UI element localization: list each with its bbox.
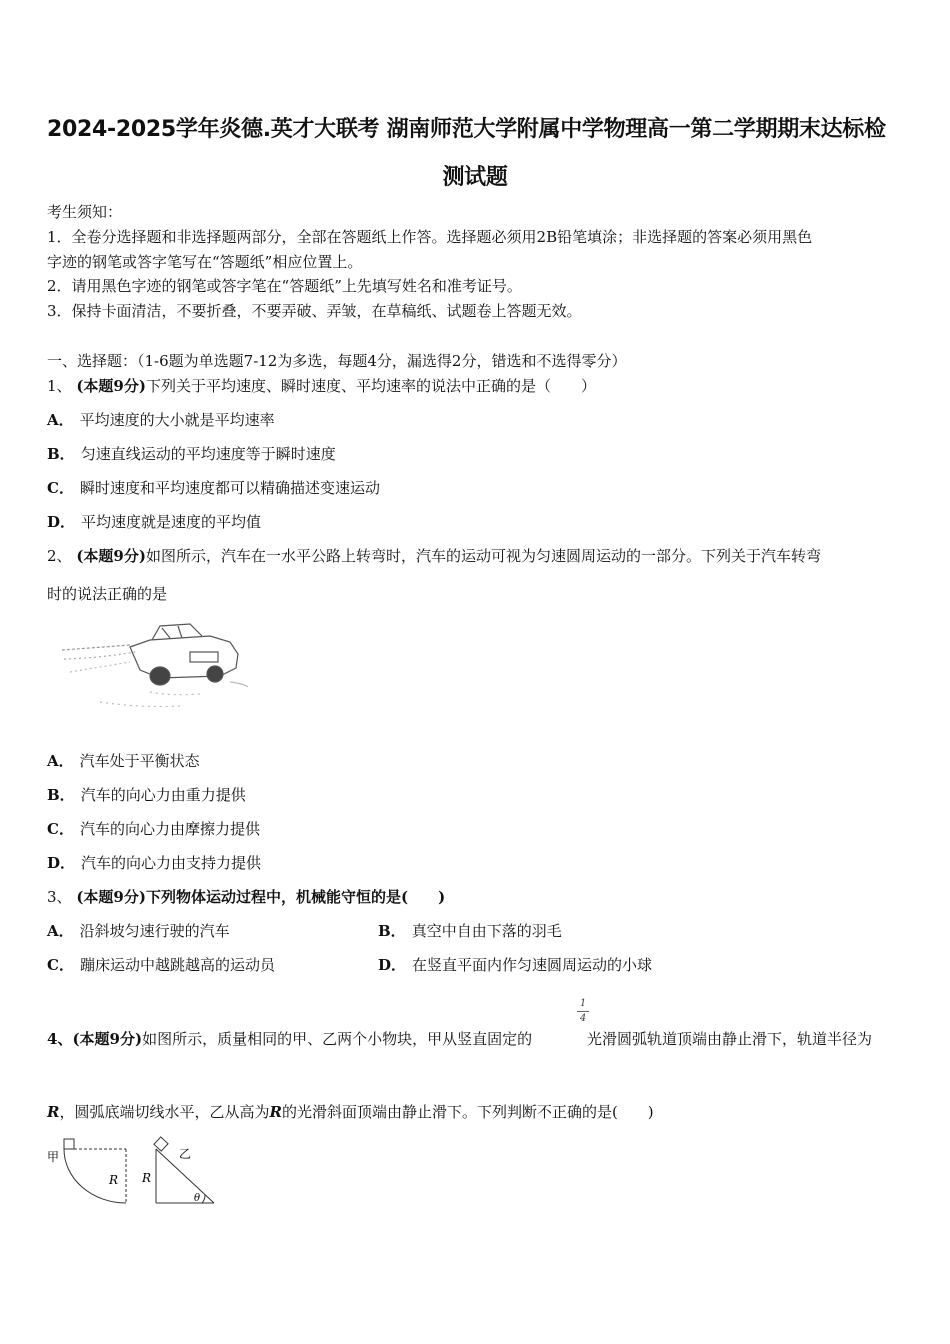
label-theta: θ [194,1193,201,1204]
section-heading: 一、选择题：（1-6题为单选题7-12为多选，每题4分，漏选得2分，错选和不选得零分） [47,352,627,370]
q4-text-a: 如图所示，质量相同的甲、乙两个小物块，甲从竖直固定的 [142,1030,533,1048]
notice-item-3: 3．保持卡面清洁，不要折叠，不要弄破、弄皱，在草稿纸、试题卷上答题无效。 [47,302,582,320]
q1-b-letter: B． [47,445,75,463]
q1-number: 1、 [47,377,72,395]
label-yi: 乙 [179,1147,192,1161]
q2-a-letter: A． [47,752,74,770]
q2-d-text: 汽车的向心力由支持力提供 [81,854,262,872]
q3-option-b [378,921,562,941]
q2-option-a [47,751,200,771]
q2-number: 2、 [47,547,72,565]
q3-stem [47,887,445,907]
q4-fraction-numerator: 1 [579,998,587,1009]
q2-c-letter: C． [47,820,74,838]
q2-option-c [47,819,260,839]
car-turning-figure [60,612,250,717]
q4-stem-line2 [47,1102,654,1122]
q3-option-d [378,955,652,975]
q1-score: (本题9分) [76,377,146,395]
angle-arc [202,1195,205,1203]
notice-item-2: 2．请用黑色字迹的钢笔或答字笔在“答题纸”上先填写姓名和准考证号。 [47,277,522,295]
q1-option-c [47,478,380,498]
q1-b-text: 匀速直线运动的平均速度等于瞬时速度 [80,445,336,463]
block-jia [64,1139,74,1149]
q4-number: 4、 [47,1030,73,1048]
q3-c-text: 蹦床运动中越跳越高的运动员 [79,956,275,974]
q2-d-letter: D． [47,854,76,872]
q1-text: 下列关于平均速度、瞬时速度、平均速率的说法中正确的是（ ） [145,377,596,395]
label-r-incline: R [142,1171,152,1185]
q4-fraction-bar [577,1011,589,1012]
page-title-line1: 2024-2025学年炎德.英才大联考 湖南师范大学附属中学物理高一第二学期期末达标检 [47,117,886,142]
q1-option-a [47,410,275,430]
q1-d-text: 平均速度就是速度的平均值 [81,513,262,531]
q1-a-text: 平均速度的大小就是平均速率 [79,411,275,429]
q4-text-c: 的光滑斜面顶端由静止滑下。下列判断不正确的是( ) [281,1103,654,1121]
q3-score: (本题9分) [76,888,146,906]
q4-r-symbol-2: R [269,1103,282,1121]
q3-a-text: 沿斜坡匀速行驶的汽车 [79,922,230,940]
q3-text: 下列物体运动过程中，机械能守恒的是( ) [145,888,446,906]
q1-stem [47,376,596,396]
q4-text-b: ，圆弧底端切线水平，乙从高为 [59,1103,270,1121]
q1-c-text: 瞬时速度和平均速度都可以精确描述变速运动 [79,479,380,497]
q4-r-symbol: R [47,1103,60,1121]
q4-figure [45,1135,225,1210]
q3-d-letter: D． [378,956,407,974]
q3-d-text: 在竖直平面内作匀速圆周运动的小球 [412,956,653,974]
q2-score: (本题9分) [76,547,146,565]
q2-b-letter: B． [47,786,75,804]
q2-c-text: 汽车的向心力由摩擦力提供 [79,820,260,838]
q1-a-letter: A． [47,411,74,429]
q1-c-letter: C． [47,479,74,497]
q1-option-b [47,444,336,464]
q2-stem-line1 [47,546,821,566]
q3-b-letter: B． [378,922,406,940]
label-r-arc: R [109,1173,119,1187]
notice-item-1a: 1．全卷分选择题和非选择题两部分，全部在答题纸上作答。选择题必须用2B铅笔填涂；非选择题的答案必须用黑色 [47,228,813,246]
q2-option-d [47,853,261,873]
q4-fraction-denominator: 4 [579,1013,587,1024]
label-jia: 甲 [47,1150,60,1164]
q2-stem-line2: 时的说法正确的是 [47,585,168,603]
q2-a-text: 汽车处于平衡状态 [79,752,200,770]
q3-c-letter: C． [47,956,74,974]
notice-item-1b: 字迹的钢笔或答字笔写在“答题纸”相应位置上。 [47,253,363,271]
q4-fraction [576,998,590,1025]
page-title-line2: 测试题 [442,165,508,190]
q1-option-d [47,512,261,532]
q1-d-letter: D． [47,513,76,531]
q2-text: 如图所示，汽车在一水平公路上转弯时，汽车的运动可视为匀速圆周运动的一部分。下列关于汽车转弯 [145,547,821,565]
q4-stem-line1-cont: 光滑圆弧轨道顶端由静止滑下，轨道半径为 [587,1030,873,1048]
q2-option-b [47,785,246,805]
q4-stem-line1 [47,1029,532,1049]
notice-heading: 考生须知： [47,203,123,221]
q3-option-c [47,955,275,975]
q3-option-a [47,921,230,941]
q3-a-letter: A． [47,922,74,940]
q2-b-text: 汽车的向心力由重力提供 [80,786,246,804]
q3-number: 3、 [47,888,72,906]
q3-b-text: 真空中自由下落的羽毛 [411,922,562,940]
q4-score: (本题9分) [72,1030,143,1048]
